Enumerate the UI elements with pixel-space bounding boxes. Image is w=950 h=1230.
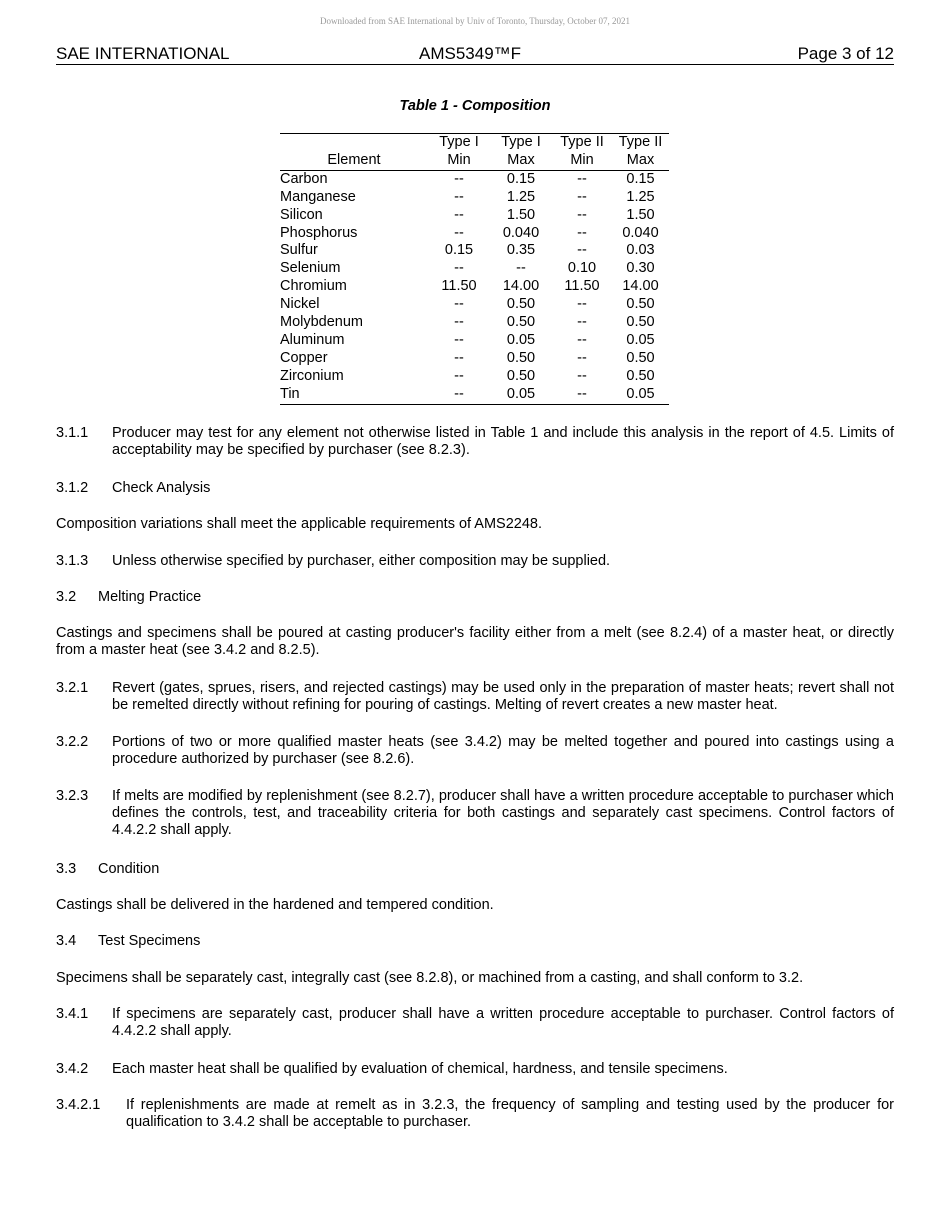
table-cell: 0.03 (626, 242, 655, 259)
section-number: 3.2.2 (56, 734, 89, 750)
table-row (280, 386, 669, 404)
table-cell: -- (454, 331, 464, 348)
section-3-3 (56, 861, 894, 879)
section-number: 3.1.2 (56, 480, 89, 496)
section-number: 3.4.2.1 (56, 1097, 101, 1113)
table-row (280, 242, 669, 260)
table-cell: -- (454, 296, 464, 313)
table-row (280, 332, 669, 350)
table-cell: 0.10 (567, 260, 597, 277)
table-row (280, 350, 669, 368)
header-cell-element: Element (280, 152, 428, 170)
section-3-4 (56, 933, 894, 951)
header-doc-id: AMS5349™F (419, 44, 522, 63)
header-cell: Type II (612, 134, 669, 152)
table-row (280, 278, 669, 296)
table-cell: Chromium (280, 278, 347, 295)
table-cell: 0.50 (626, 367, 655, 384)
composition-table (280, 133, 669, 405)
table-cell: -- (454, 314, 464, 331)
section-3-1-2 (56, 480, 894, 498)
table-cell: 0.05 (626, 331, 655, 348)
table-cell: 14.00 (502, 278, 540, 295)
table-row (280, 170, 669, 188)
header-cell: Max (612, 152, 669, 170)
section-text: Revert (gates, sprues, risers, and rejected castings) may be used only in the preparation of master heats; revert shall not be remelted directly without refining for pouring of castings. Melting of revert creates a new master heat. (112, 680, 894, 713)
paragraph-check-analysis: Composition variations shall meet the applicable requirements of AMS2248. (56, 516, 543, 532)
table-cell: -- (428, 386, 490, 404)
table-cell: 0.50 (626, 314, 655, 331)
table-cell: 0.35 (506, 242, 536, 259)
section-number: 3.2.3 (56, 788, 89, 804)
table-cell: -- (577, 206, 587, 223)
section-3-1-1 (56, 425, 894, 461)
table-cell: -- (577, 331, 587, 348)
paragraph-melting-practice: Castings and specimens shall be poured at casting producer's facility either from a melt (see 8.2.4) of a master heat, or directly from a master heat (see 3.4.2 and 8.2.5). (56, 625, 894, 658)
table-cell: -- (577, 188, 587, 205)
table-header-row (280, 152, 669, 170)
table-cell: 1.50 (506, 206, 536, 223)
table-cell: Selenium (280, 260, 341, 277)
section-heading: Check Analysis (112, 480, 211, 496)
table-cell: Carbon (280, 170, 328, 187)
table-cell: -- (552, 386, 612, 404)
table-header-row (280, 134, 669, 152)
table-cell: 0.15 (626, 170, 655, 187)
header-cell: Min (552, 152, 612, 170)
table-cell: Tin (280, 386, 428, 404)
table-cell: -- (454, 206, 464, 223)
header-cell: Type II (552, 134, 612, 152)
table-row (280, 314, 669, 332)
section-3-4-2 (56, 1061, 894, 1079)
table-cell: Manganese (280, 188, 356, 205)
table-cell: 0.040 (502, 224, 540, 241)
section-text: Portions of two or more qualified master heats (see 3.4.2) may be melted together and poured into castings using a procedure authorized by purchaser (see 8.2.6). (112, 734, 894, 767)
table-cell: -- (577, 314, 587, 331)
section-number: 3.4.1 (56, 1006, 89, 1022)
section-text: Producer may test for any element not otherwise listed in Table 1 and include this analysis in the report of 4.5. Limits of acceptability may be specified by purchaser (see 8.2.3). (112, 425, 894, 458)
header-cell: Type I (428, 134, 490, 152)
table-cell: 0.040 (622, 224, 659, 241)
header-cell-blank (280, 134, 428, 152)
section-3-2-2 (56, 734, 894, 770)
table-cell: 11.50 (441, 278, 477, 295)
table-cell: Sulfur (280, 242, 318, 259)
table-cell: 0.50 (626, 296, 655, 313)
table-cell: Aluminum (280, 331, 345, 348)
paragraph-condition: Castings shall be delivered in the hardened and tempered condition. (56, 897, 494, 913)
section-text: If specimens are separately cast, producer shall have a written procedure acceptable to purchaser. Control factors of 4.4.2.2 shall apply. (112, 1006, 894, 1039)
section-number: 3.4.2 (56, 1061, 89, 1077)
table-cell: 0.30 (626, 260, 655, 277)
section-text: Each master heat shall be qualified by evaluation of chemical, hardness, and tensile specimens. (112, 1061, 728, 1077)
table-cell: 1.25 (506, 188, 536, 205)
section-3-4-2-1 (56, 1097, 894, 1133)
section-heading: Test Specimens (98, 933, 201, 949)
table-cell: -- (577, 367, 587, 384)
header-org: SAE INTERNATIONAL (56, 44, 230, 63)
table-row (280, 296, 669, 314)
section-number: 3.3 (56, 861, 77, 877)
section-text: If replenishments are made at remelt as in 3.2.3, the frequency of sampling and testing used by the producer for qualification to 3.4.2 shall be acceptable to purchaser. (126, 1097, 894, 1130)
section-text: If melts are modified by replenishment (see 8.2.7), producer shall have a written procedure acceptable to purchaser which defines the controls, test, and traceability criteria for both castings and separately cast specimens. Control factors of 4.4.2.2 shall apply. (112, 788, 894, 838)
table-cell: Molybdenum (280, 314, 364, 331)
table-cell: -- (577, 224, 587, 241)
table-cell: 0.50 (506, 349, 536, 366)
header-cell: Type I (490, 134, 552, 152)
header-cell: Min (428, 152, 490, 170)
table-cell: Nickel (280, 296, 320, 313)
section-number: 3.2.1 (56, 680, 89, 696)
table-cell: -- (454, 188, 464, 205)
header-cell: Max (490, 152, 552, 170)
table-cell: 0.05 (506, 331, 536, 348)
section-heading: Condition (98, 861, 160, 877)
table-cell: 14.00 (622, 278, 659, 295)
table-cell: -- (454, 170, 464, 187)
table-cell: 0.05 (490, 386, 552, 404)
table-cell: 0.05 (612, 386, 669, 404)
table-cell: -- (516, 260, 526, 277)
table-cell: Phosphorus (280, 224, 358, 241)
page-header (56, 44, 894, 65)
section-number: 3.4 (56, 933, 77, 949)
section-3-2-1 (56, 680, 894, 716)
table-cell: -- (454, 224, 464, 241)
table-row (280, 189, 669, 207)
table-cell: -- (577, 242, 587, 259)
table-cell: Copper (280, 349, 328, 366)
table-row (280, 368, 669, 386)
table-cell: 0.50 (626, 349, 655, 366)
table-cell: 1.50 (626, 206, 655, 223)
table-cell: -- (454, 367, 464, 384)
download-watermark: Downloaded from SAE International by Univ of Toronto, Thursday, October 07, 2021 (320, 16, 630, 26)
section-3-2 (56, 589, 894, 607)
section-3-1-3 (56, 553, 894, 571)
table-cell: 0.15 (444, 242, 474, 259)
header-page-number: Page 3 of 12 (797, 44, 894, 63)
table-cell: 0.50 (506, 296, 536, 313)
table-cell: 0.50 (506, 367, 536, 384)
table-caption: Table 1 - Composition (399, 98, 551, 114)
table-cell: 11.50 (564, 278, 600, 295)
table-cell: 0.15 (506, 170, 536, 187)
section-number: 3.1.3 (56, 553, 89, 569)
table-cell: 1.25 (626, 188, 655, 205)
table-cell: 0.50 (506, 314, 536, 331)
section-3-4-1 (56, 1006, 894, 1042)
table-cell: -- (577, 349, 587, 366)
section-heading: Melting Practice (98, 589, 202, 605)
table-cell: -- (577, 296, 587, 313)
section-3-2-3 (56, 788, 894, 842)
table-cell: -- (577, 170, 587, 187)
table-cell: -- (454, 260, 464, 277)
section-text: Unless otherwise specified by purchaser, either composition may be supplied. (112, 553, 611, 569)
table-cell: Zirconium (280, 367, 344, 384)
table-cell: -- (454, 349, 464, 366)
table-row (280, 260, 669, 278)
table-row (280, 225, 669, 243)
table-row (280, 207, 669, 225)
table-cell: Silicon (280, 206, 323, 223)
section-number: 3.1.1 (56, 425, 89, 441)
paragraph-test-specimens: Specimens shall be separately cast, integrally cast (see 8.2.8), or machined from a casting, and shall conform to 3.2. (56, 970, 804, 986)
section-number: 3.2 (56, 589, 77, 605)
